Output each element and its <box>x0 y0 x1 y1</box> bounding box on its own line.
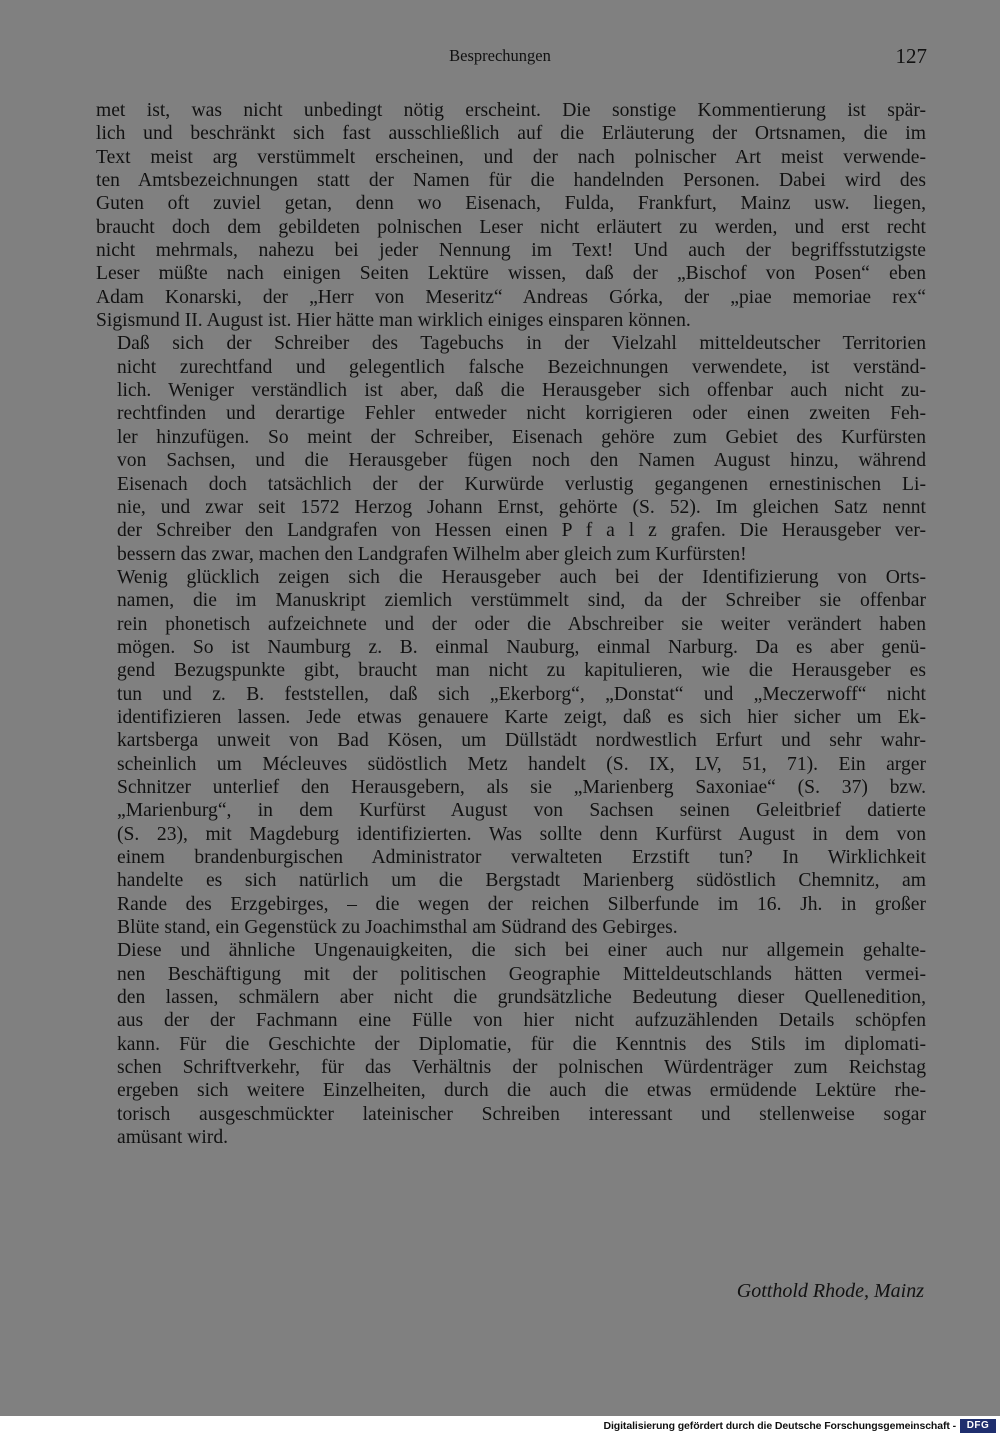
text-line: Diese und ähnliche Ungenauigkeiten, die sich bei einer auch nur allgemein gehalte- <box>117 940 926 962</box>
text-line: nicht zurechtfand und gelegentlich falsche Bezeichnungen verwendete, ist verständ- <box>117 356 926 378</box>
text-line: handelte es sich natürlich um die Bergstadt Marienberg südöstlich Chemnitz, am <box>117 870 926 892</box>
text-line: gend Bezugspunkte gibt, braucht man nicht zu kapitulieren, wie die Herausgeber es <box>117 660 926 682</box>
review-signature: Gotthold Rhode, Mainz <box>736 1280 924 1302</box>
digitization-footer <box>0 1416 1000 1436</box>
paragraph <box>96 99 926 332</box>
footer-credit-text: Digitalisierung gefördert durch die Deutsche Forschungsgemeinschaft - <box>603 1420 956 1432</box>
paragraph <box>96 939 926 1149</box>
dfg-logo-icon: DFG <box>960 1419 996 1433</box>
text-line: (S. 23), mit Magdeburg identifizierten. Was sollte denn Kurfürst August in dem von <box>117 823 926 845</box>
text-line: identifizieren lassen. Jede etwas genauere Karte zeigt, daß es sich hier sicher um Ek- <box>117 706 926 728</box>
text-line: mögen. So ist Naumburg z. B. einmal Nauburg, einmal Narburg. Da es aber genü- <box>117 636 926 658</box>
text-line: met ist, was nicht unbedingt nötig erscheint. Die sonstige Kommentierung ist spär- <box>96 100 926 121</box>
text-line: schen Schriftverkehr, für das Verhältnis der polnischen Würdenträger zum Reichstag <box>117 1057 926 1079</box>
text-line: Sigismund II. August ist. Hier hätte man wirklich einiges einsparen können. <box>96 310 691 332</box>
running-head <box>0 44 1000 74</box>
text-line: Rande des Erzgebirges, – die wegen der reichen Silberfunde im 16. Jh. in großer <box>117 893 926 915</box>
page-number: 127 <box>895 44 927 68</box>
text-line: Adam Konarski, der „Herr von Meseritz“ Andreas Górka, der „piae memoriae rex“ <box>96 286 926 308</box>
text-line: Text meist arg verstümmelt erscheinen, und der nach polnischer Art meist verwende- <box>96 146 926 168</box>
text-line: rechtfinden und derartige Fehler entweder nicht korrigieren oder einen zweiten Feh- <box>117 403 926 425</box>
text-line: Guten oft zuviel getan, denn wo Eisenach, Fulda, Frankfurt, Mainz usw. liegen, <box>96 193 926 215</box>
text-line: tun und z. B. feststellen, daß sich „Ekerborg“, „Donstat“ und „Meczerwoff“ nicht <box>117 683 926 705</box>
text-line: Wenig glücklich zeigen sich die Herausgeber auch bei der Identifizierung von Orts- <box>117 566 926 588</box>
text-line: von Sachsen, und die Herausgeber fügen noch den Namen August hinzu, während <box>117 450 926 472</box>
text-line: Leser müßte nach einigen Seiten Lektüre wissen, daß der „Bischof von Posen“ eben <box>96 263 926 285</box>
text-line: einem brandenburgischen Administrator verwalteten Erzstift tun? In Wirklichkeit <box>117 847 926 868</box>
text-line: der Schreiber den Landgrafen von Hessen einen P f a l z grafen. Die Herausgeber ver- <box>117 520 926 542</box>
text-line: Eisenach doch tatsächlich der der Kurwürde verlustig gegangenen ernestinischen Li- <box>117 473 926 495</box>
text-line: rein phonetisch aufzeichnete und der oder die Abschreiber sie weiter verändert haben <box>117 613 926 635</box>
text-line: lich und beschränkt sich fast ausschließlich auf die Erläuterung der Ortsnamen, die im <box>96 123 926 145</box>
text-line: den lassen, schmälern aber nicht die grundsätzliche Bedeutung dieser Quellenedition, <box>117 987 926 1009</box>
text-line: Schnitzer unterlief den Herausgebern, als sie „Marienberg Saxoniae“ (S. 37) bzw. <box>117 776 926 798</box>
text-line: Blüte stand, ein Gegenstück zu Joachimsthal am Südrand des Gebirges. <box>117 917 678 939</box>
text-line: amüsant wird. <box>117 1127 229 1149</box>
text-line: ler hinzufügen. So meint der Schreiber, Eisenach gehöre zum Gebiet des Kurfürsten <box>117 426 926 448</box>
text-line: nen Beschäftigung mit der politischen Geographie Mitteldeutschlands hätten vermei- <box>117 963 926 985</box>
text-line: nicht mehrmals, nahezu bei jeder Nennung im Text! Und auch der begriffsstutzigste <box>96 240 926 262</box>
paragraph <box>96 332 926 565</box>
text-line: namen, die im Manuskript ziemlich verstümmelt sind, da der Schreiber sie offenbar <box>117 590 926 612</box>
paragraph <box>96 566 926 940</box>
running-title: Besprechungen <box>449 46 551 65</box>
text-line: bessern das zwar, machen den Landgrafen Wilhelm aber gleich zum Kurfürsten! <box>117 543 747 565</box>
text-line: „Marienburg“, in dem Kurfürst August von Sachsen seinen Geleitbrief datierte <box>117 800 926 822</box>
text-line: ten Amtsbezeichnungen statt der Namen für die handelnden Personen. Dabei wird des <box>96 170 926 192</box>
text-line: braucht doch dem gebildeten polnischen Leser nicht erläutert zu werden, und erst recht <box>96 216 926 238</box>
text-line: ergeben sich weitere Einzelheiten, durch die auch die etwas ermüdende Lektüre rhe- <box>117 1080 926 1102</box>
text-line: scheinlich um Mécleuves südöstlich Metz handelt (S. IX, LV, 51, 71). Ein arger <box>117 753 926 775</box>
text-line: kartsberga unweit von Bad Kösen, um Düllstädt nordwestlich Erfurt und sehr wahr- <box>117 730 926 752</box>
text-line: Daß sich der Schreiber des Tagebuchs in der Vielzahl mitteldeutscher Territorien <box>117 333 926 355</box>
review-body <box>96 99 926 1149</box>
text-line: lich. Weniger verständlich ist aber, daß die Herausgeber sich offenbar auch nicht zu- <box>117 380 926 402</box>
text-line: nie, und zwar seit 1572 Herzog Johann Ernst, gehörte (S. 52). Im gleichen Satz nennt <box>117 496 926 518</box>
text-line: kann. Für die Geschichte der Diplomatie, für die Kenntnis des Stils im diplomati- <box>117 1033 926 1055</box>
text-line: aus der der Fachmann eine Fülle von hier nicht aufzuzählenden Details schöpfen <box>117 1010 926 1032</box>
text-line: torisch ausgeschmückter lateinischer Schreiben interessant und stellenweise sogar <box>117 1103 926 1125</box>
